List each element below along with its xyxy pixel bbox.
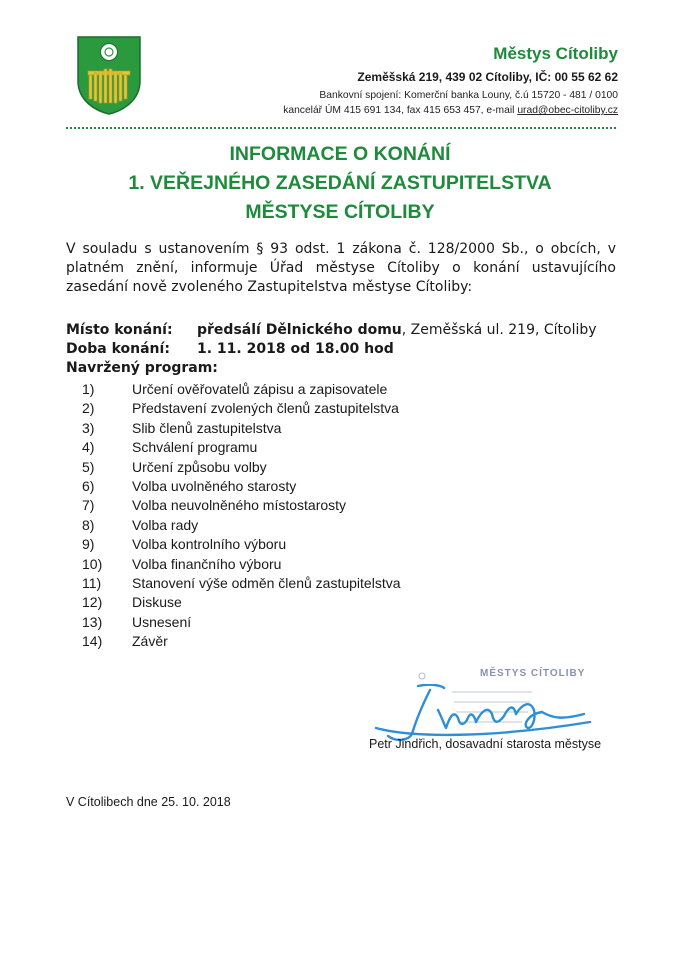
list-item	[82, 632, 401, 651]
place-value	[197, 321, 597, 340]
list-item	[82, 496, 401, 515]
meeting-time-row	[66, 340, 597, 359]
item-text: Stanovení výše odměn členů zastupitelstva	[132, 574, 401, 591]
item-number: 6)	[82, 477, 95, 494]
item-number: 1)	[82, 381, 95, 397]
place-label: Místo konání:	[66, 322, 173, 338]
list-item	[82, 399, 401, 418]
list-item	[82, 419, 401, 438]
handwritten-signature	[372, 684, 592, 742]
item-text: Diskuse	[132, 594, 182, 611]
item-text: Schválení programu	[132, 439, 258, 456]
place-and-date: V Cítolibech dne 25. 10. 2018	[66, 795, 231, 809]
stamp-label: MĚSTYS CÍTOLIBY	[480, 668, 586, 679]
header-divider	[66, 127, 616, 129]
contact-details	[283, 103, 618, 118]
list-item	[82, 555, 401, 574]
item-text: Volba kontrolního výboru	[132, 536, 287, 553]
item-number: 8)	[82, 516, 95, 533]
contact-text: kancelář ÚM 415 691 134, fax 415 653 457, e-mail	[283, 105, 518, 116]
item-text: Usnesení	[132, 613, 192, 630]
time-label: Doba konání:	[66, 341, 170, 357]
item-text: Volba uvolněného starosty	[132, 477, 297, 494]
item-number: 2)	[82, 400, 95, 417]
item-number: 12)	[82, 594, 103, 611]
item-number: 14)	[82, 633, 103, 650]
item-text: Volba neuvolněného místostarosty	[132, 497, 347, 514]
organization-name: Městys Cítoliby	[493, 44, 618, 63]
organization-address: Zeměšská 219, 439 02 Cítoliby, IČ: 00 55 62 62	[357, 70, 618, 84]
list-item	[82, 438, 401, 457]
intro-paragraph: V souladu s ustanovením § 93 odst. 1 zákona č. 128/2000 Sb., o obcích, v platném znění, informuje Úřad městyse Cítoliby o konání ustavujícího zasedání nově zvoleného Zastupitelstva městyse Cítoliby:	[66, 241, 616, 295]
item-text: Volba finančního výboru	[132, 555, 282, 572]
item-number: 7)	[82, 497, 95, 514]
list-item	[82, 574, 401, 593]
signer-name: Petr Jindřich, dosavadní starosta městyse	[369, 737, 602, 751]
coat-of-arms-logo	[76, 35, 142, 115]
list-item	[82, 380, 401, 399]
item-number: 10)	[82, 555, 103, 572]
place-venue: předsálí Dělnického domu	[197, 322, 402, 338]
meeting-place-row	[66, 321, 597, 340]
place-address: , Zeměšská ul. 219, Cítoliby	[401, 322, 597, 338]
item-number: 5)	[82, 458, 95, 475]
time-text: 1. 11. 2018 od 18.00 hod	[197, 341, 394, 357]
item-number: 3)	[82, 419, 95, 436]
letterhead	[283, 44, 618, 118]
item-number: 11)	[82, 574, 102, 591]
list-item	[82, 593, 401, 612]
item-text: Závěr	[132, 633, 168, 650]
item-text: Určení způsobu volby	[132, 458, 267, 475]
email-link[interactable]: urad@obec-citoliby.cz	[517, 105, 618, 116]
list-item	[82, 477, 401, 496]
item-text: Volba rady	[132, 516, 199, 533]
item-text: Určení ověřovatelů zápisu a zapisovatele	[132, 381, 388, 397]
program-heading: Navržený program:	[66, 360, 218, 376]
list-item	[82, 458, 401, 477]
item-text: Slib členů zastupitelstva	[132, 419, 282, 436]
list-item	[82, 516, 401, 535]
list-item	[82, 613, 401, 632]
item-number: 4)	[82, 439, 95, 456]
title-line-3: MĚSTYSE CÍTOLIBY	[245, 201, 435, 223]
item-number: 9)	[82, 536, 95, 553]
list-item	[82, 535, 401, 554]
item-number: 13)	[82, 613, 103, 630]
document-title	[0, 140, 680, 227]
title-line-2: 1. VEŘEJNÉHO ZASEDÁNÍ ZASTUPITELSTVA	[128, 172, 552, 194]
item-text: Představení zvolených členů zastupitelstva	[132, 400, 399, 417]
title-line-1: INFORMACE O KONÁNÍ	[229, 143, 451, 165]
program-list	[82, 380, 401, 651]
meeting-info	[66, 321, 597, 359]
time-value	[197, 340, 394, 359]
bank-details: Bankovní spojení: Komerční banka Louny, č.ú 15720 - 481 / 0100	[319, 90, 618, 101]
